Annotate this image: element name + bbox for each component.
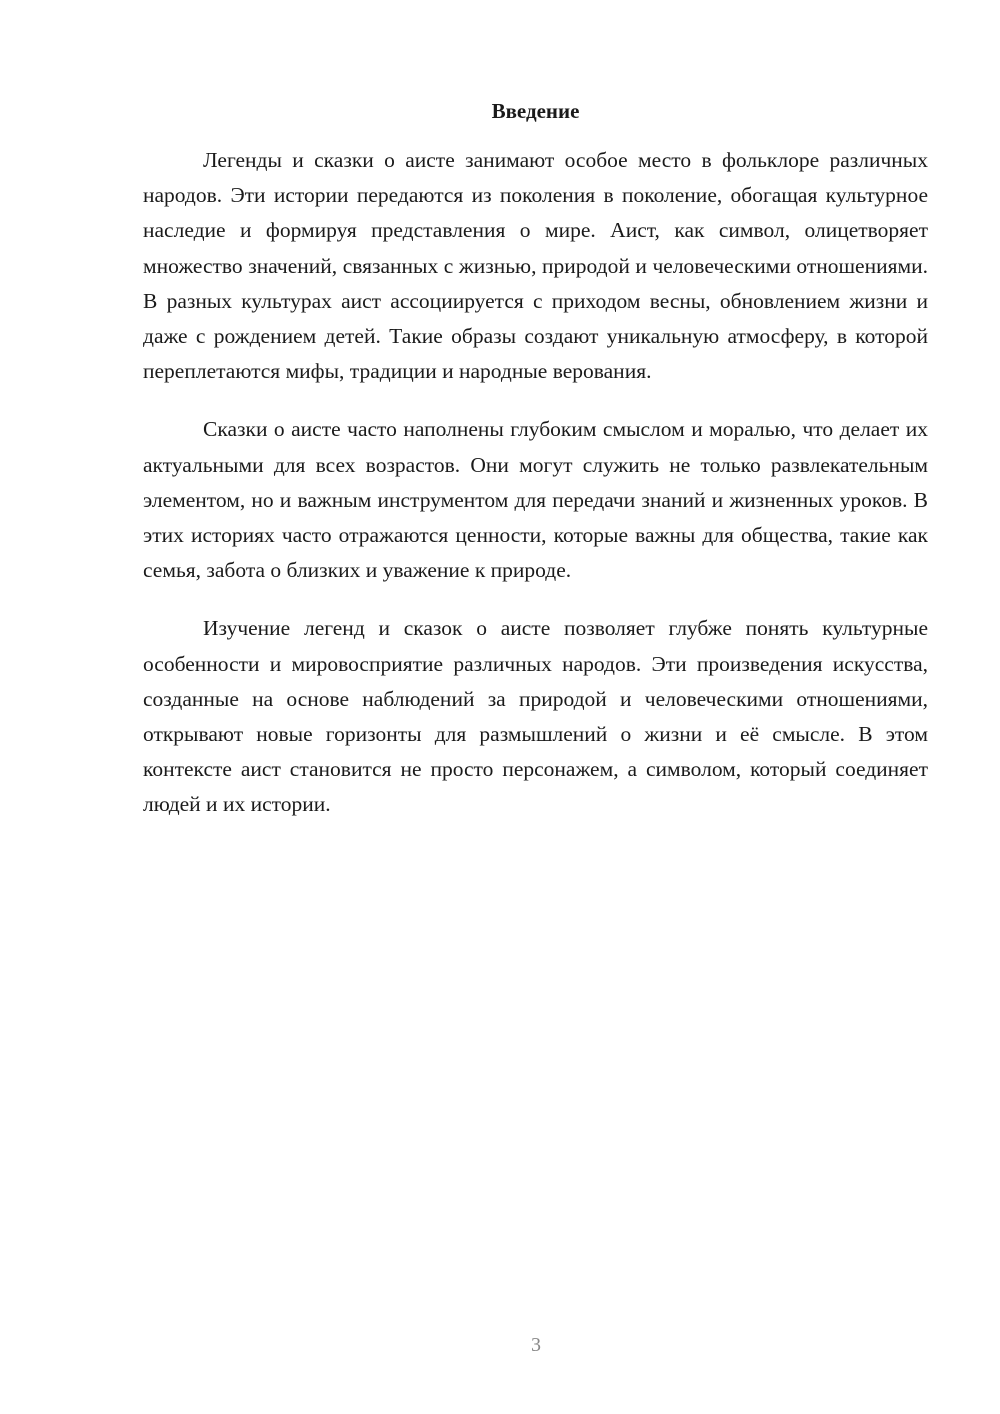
section-heading: Введение xyxy=(491,99,580,123)
page-number: 3 xyxy=(531,1334,541,1356)
paragraph-1: Легенды и сказки о аисте занимают особое место в фольклоре различных народов. Эти истории передаются из поколения в поколение, обогащая культурное наследие и формируя представления о мире. Аист, как символ, олицетворяет множество значений, связанных с жизнью, природой и человеческими отношениями. В разных культурах аист ассоциируется с приходом весны, обновлением жизни и даже с рождением детей. Такие образы создают уникальную атмосферу, в которой переплетаются мифы, традиции и народные верования. xyxy=(143,148,928,384)
paragraph-2: Сказки о аисте часто наполнены глубоким смыслом и моралью, что делает их актуальными для всех возрастов. Они могут служить не только развлекательным элементом, но и важным инструментом для передачи знаний и жизненных уроков. В этих историях часто отражаются ценности, которые важны для общества, такие как семья, забота о близких и уважение к природе. xyxy=(143,417,928,583)
body-text xyxy=(143,143,928,823)
paragraph-3: Изучение легенд и сказок о аисте позволяет глубже понять культурные особенности и мировосприятие различных народов. Эти произведения искусства, созданные на основе наблюдений за природой и человеческими отношениями, открывают новые горизонты для размышлений о жизни и её смысле. В этом контексте аист становится не просто персонажем, а символом, который соединяет людей и их истории. xyxy=(143,616,928,817)
